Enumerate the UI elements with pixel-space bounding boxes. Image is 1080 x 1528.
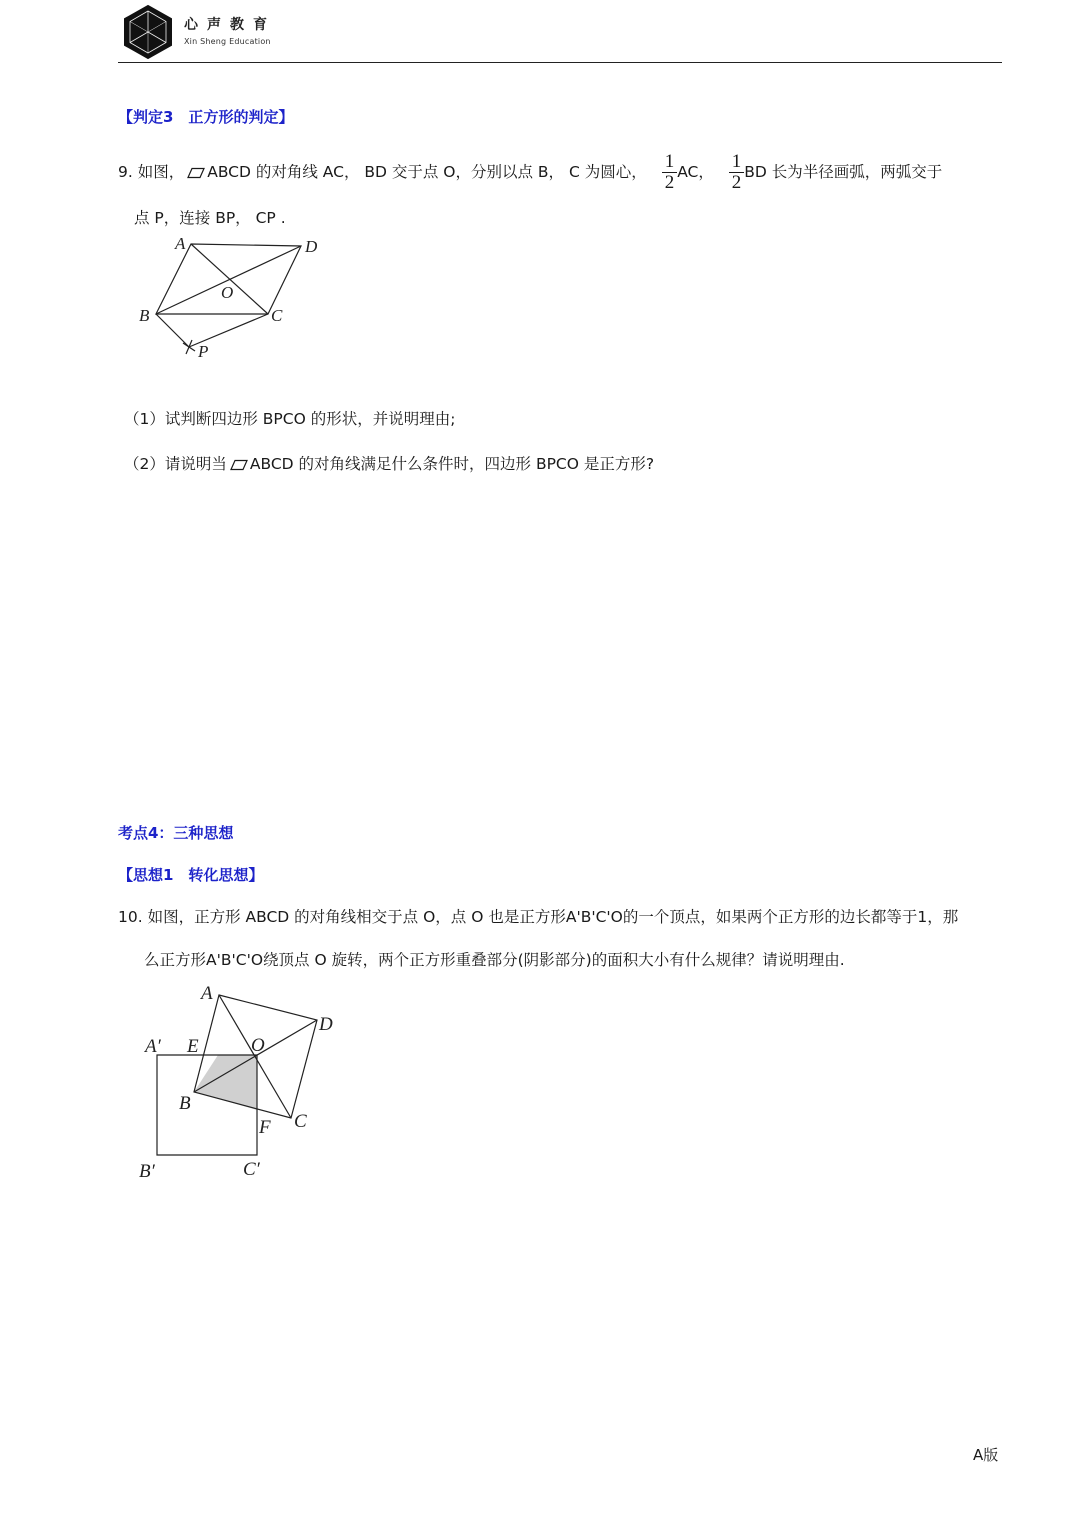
label-d: D	[305, 237, 318, 256]
label-a: A	[175, 234, 186, 253]
label-f: F	[259, 1117, 271, 1138]
q10-rotated-squares-figure	[130, 978, 350, 1188]
label-c: C	[294, 1111, 307, 1132]
label-b: B	[179, 1093, 191, 1114]
header-divider	[118, 62, 1002, 63]
label-a-prime: A′	[145, 1036, 161, 1057]
q9-sub2-main: ABCD 的对角线满足什么条件时，四边形 BPCO 是正方形?	[249, 455, 655, 473]
label-p: P	[198, 342, 209, 361]
label-b: B	[139, 306, 150, 325]
fraction-numerator: 1	[731, 151, 742, 172]
diagonal-bd	[156, 246, 301, 314]
label-o: O	[221, 283, 234, 302]
fraction-denominator: 2	[729, 172, 745, 193]
segment-bp	[156, 314, 189, 347]
q9-sub2-prefix: （2）请说明当	[124, 455, 227, 473]
q9-subquestion-1: （1）试判断四边形 BPCO 的形状，并说明理由;	[124, 410, 456, 428]
fraction-denominator: 2	[662, 172, 678, 193]
section-title-judgement-3: 【判定3 正方形的判定】	[118, 108, 294, 126]
overlap-shaded-region	[194, 1055, 257, 1110]
q9-subquestion-2	[124, 452, 654, 474]
q9-bd-text: BD 长为半径画弧，两弧交于	[744, 163, 943, 181]
label-c: C	[271, 306, 283, 325]
label-e: E	[187, 1036, 199, 1057]
fraction-half-bd	[729, 152, 745, 193]
parallelogram-symbol-icon	[187, 167, 205, 179]
q10-line2: 么正方形A'B'C'O绕顶点 O 旋转，两个正方形重叠部分(阴影部分)的面积大小有什么规律？请说明理由.	[144, 951, 845, 969]
brand-name-en: Xin Sheng Education	[184, 37, 271, 46]
label-o: O	[251, 1035, 265, 1056]
arc-mark	[186, 340, 192, 354]
q9-line2: 点 P，连接 BP， CP .	[134, 209, 286, 227]
label-b-prime: B′	[139, 1161, 155, 1182]
q10-line1: 10. 如图，正方形 ABCD 的对角线相交于点 O，点 O 也是正方形A'B'C'O的一个顶点，如果两个正方形的边长都等于1，那	[118, 908, 959, 926]
q9-line1	[118, 146, 942, 198]
hexagon-cube-logo-icon	[122, 4, 174, 60]
label-a: A	[201, 983, 213, 1004]
fraction-numerator: 1	[664, 151, 675, 172]
label-c-prime: C′	[243, 1159, 260, 1180]
topic-4-title: 考点4：三种思想	[118, 824, 234, 842]
q9-parallelogram-figure	[130, 228, 330, 368]
q9-ac-label: AC，	[677, 163, 714, 181]
version-label: A版	[973, 1446, 999, 1464]
q9-line1-main: ABCD 的对角线 AC， BD 交于点 O，分别以点 B， C 为圆心，	[207, 163, 647, 181]
parallelogram-symbol-icon	[230, 459, 248, 471]
label-d: D	[319, 1014, 333, 1035]
section-title-thought-1: 【思想1 转化思想】	[118, 866, 264, 884]
brand-name-cn: 心声教育	[184, 17, 276, 33]
q9-line1-prefix: 9. 如图，	[118, 163, 185, 181]
fraction-half-ac	[662, 152, 678, 193]
